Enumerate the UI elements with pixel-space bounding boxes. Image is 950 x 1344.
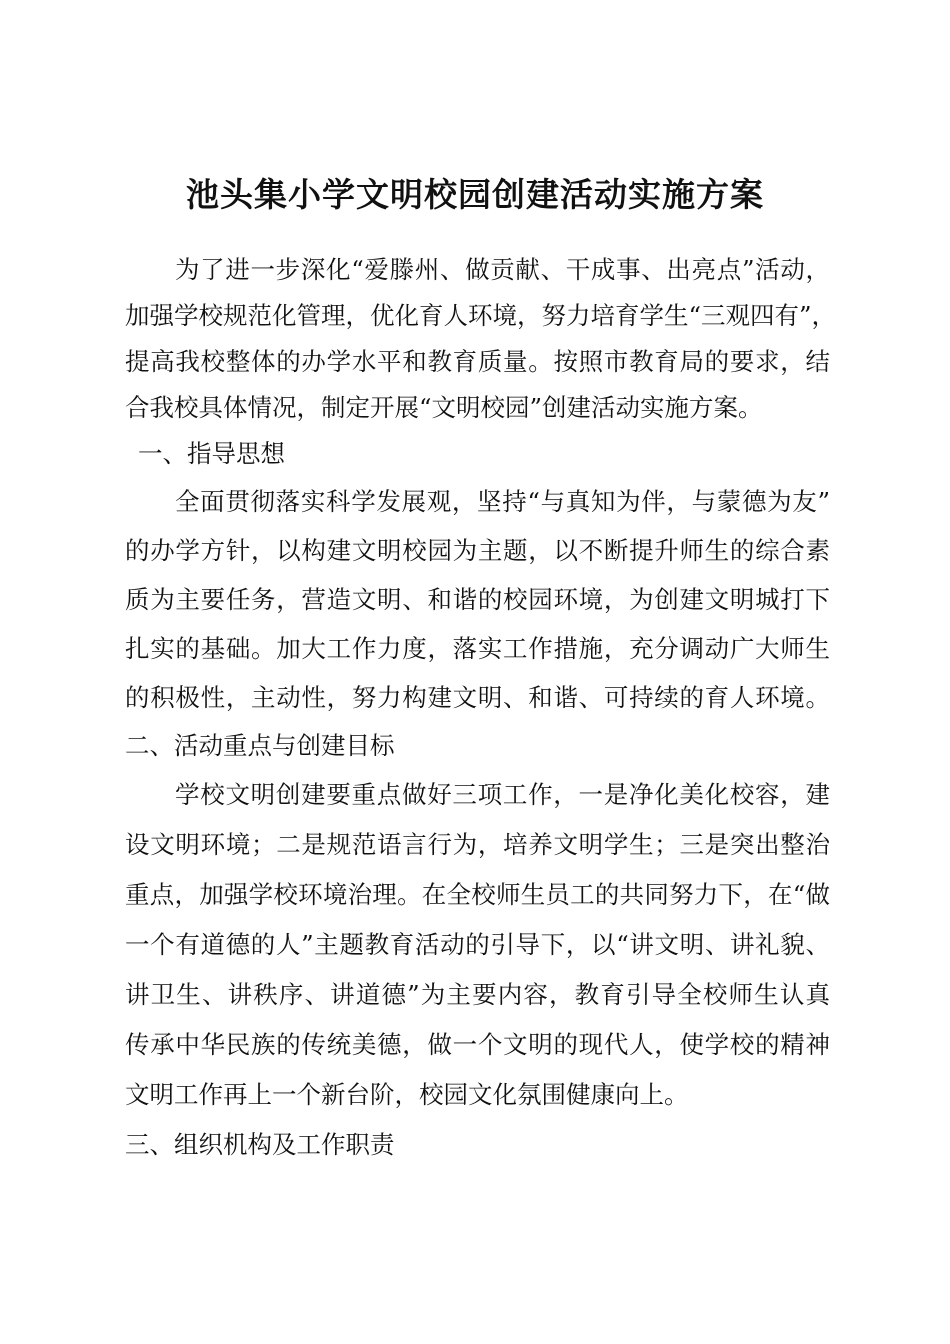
paragraph-line: 传承中华民族的传统美德，做一个文明的现代人，使学校的精神 [125,1030,830,1059]
section-heading: 一、指导思想 [138,439,285,468]
paragraph-line: 合我校具体情况，制定开展“文明校园”创建活动实施方案。 [125,393,763,422]
document-title: 池头集小学文明校园创建活动实施方案 [186,175,764,214]
section-heading: 二、活动重点与创建目标 [125,731,395,760]
paragraph-line: 为了进一步深化“爱滕州、做贡献、干成事、出亮点”活动， [175,255,830,284]
paragraph-line: 的办学方针，以构建文明校园为主题，以不断提升师生的综合素 [125,536,830,565]
paragraph-line: 质为主要任务，营造文明、和谐的校园环境，为创建文明城打下 [125,585,830,614]
paragraph-line: 的积极性，主动性，努力构建文明、和谐、可持续的育人环境。 [125,683,830,712]
paragraph-line: 设文明环境；二是规范语言行为，培养文明学生；三是突出整治 [125,830,830,859]
paragraph-line: 提高我校整体的办学水平和教育质量。按照市教育局的要求，结 [125,347,830,376]
paragraph-line: 扎实的基础。加大工作力度，落实工作措施，充分调动广大师生 [125,634,830,663]
paragraph-line: 学校文明创建要重点做好三项工作，一是净化美化校容，建 [175,780,830,809]
paragraph-line: 讲卫生、讲秩序、讲道德”为主要内容，教育引导全校师生认真 [125,980,830,1009]
paragraph-line: 全面贯彻落实科学发展观，坚持“与真知为伴，与蒙德为友” [175,487,830,516]
section-heading: 三、组织机构及工作职责 [125,1130,395,1159]
paragraph-line: 重点，加强学校环境治理。在全校师生员工的共同努力下，在“做 [125,880,830,909]
paragraph-line: 一个有道德的人”主题教育活动的引导下，以“讲文明、讲礼貌、 [125,930,830,959]
paragraph-line: 加强学校规范化管理，优化育人环境，努力培育学生“三观四有”， [125,301,837,330]
paragraph-line: 文明工作再上一个新台阶，校园文化氛围健康向上。 [125,1080,689,1109]
